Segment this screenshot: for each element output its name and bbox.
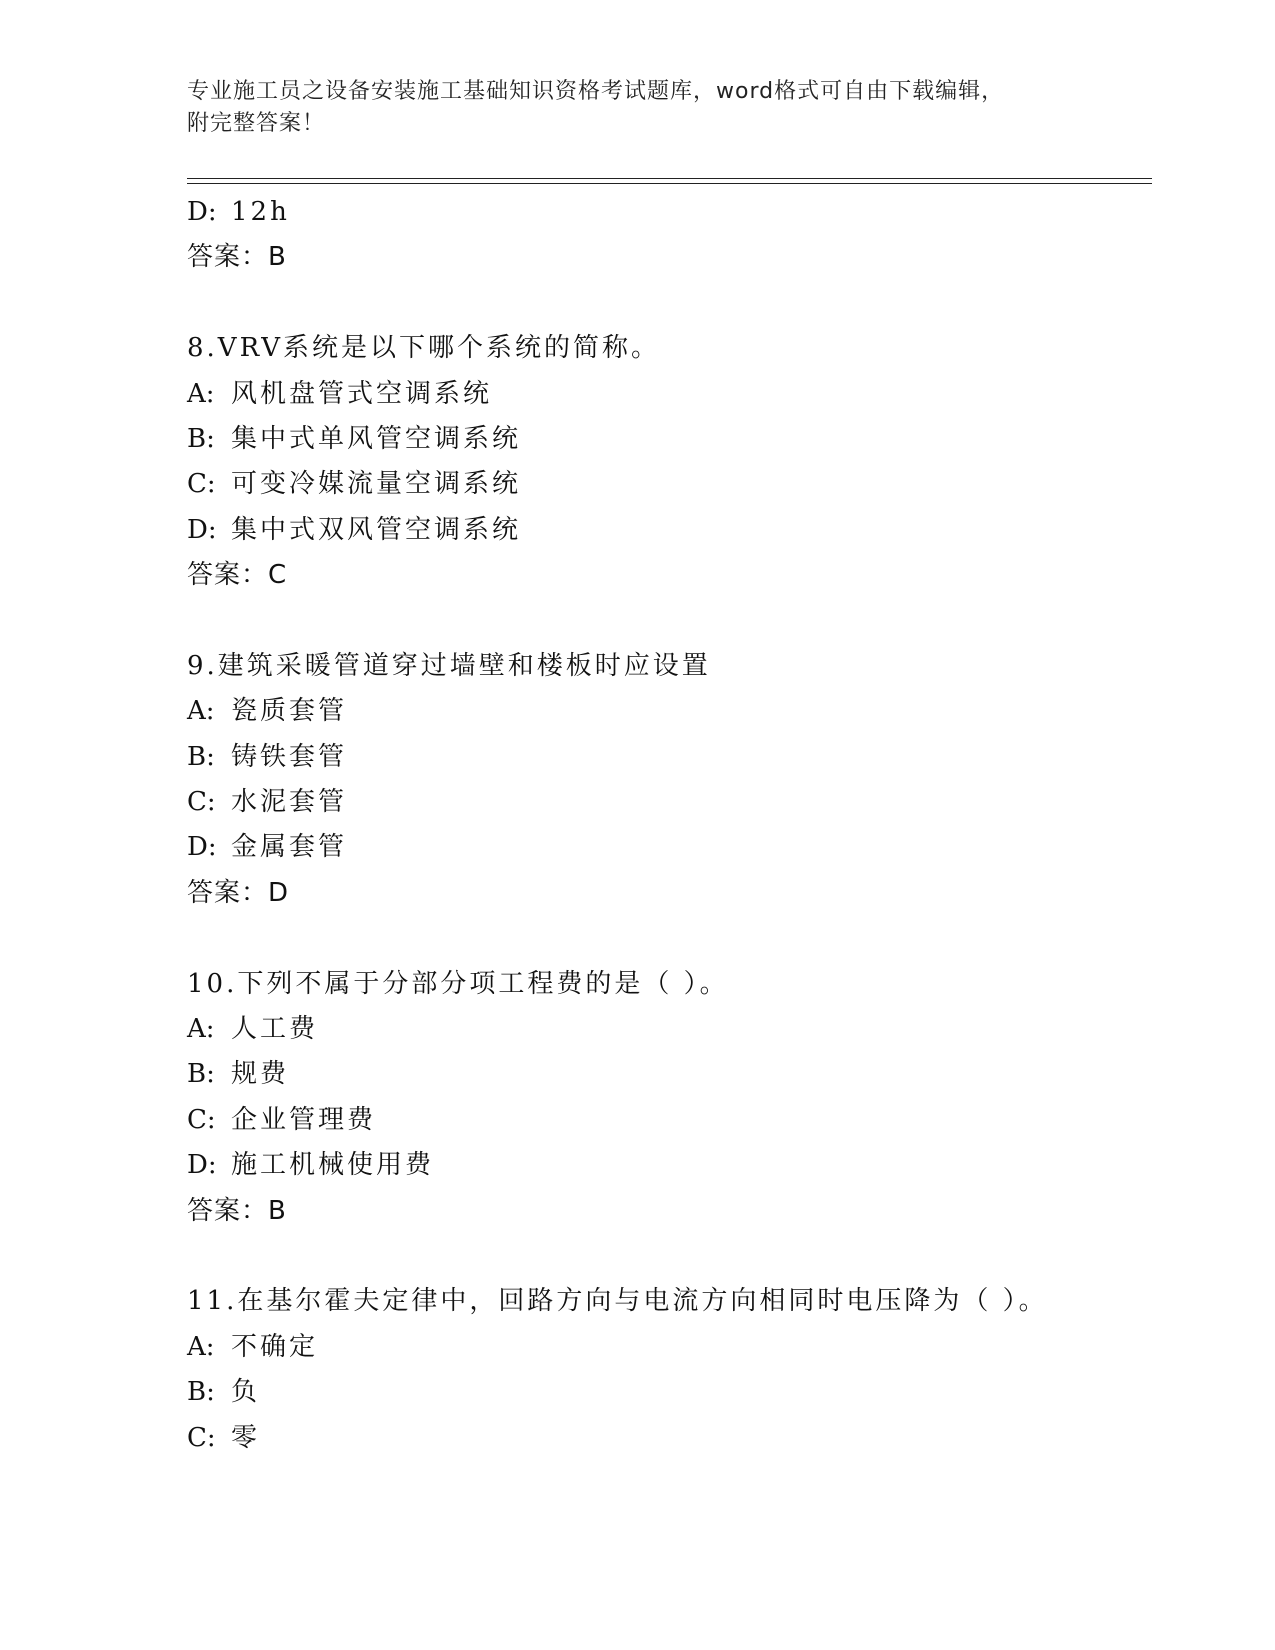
header-line-2: 附完整答案！ xyxy=(187,111,326,136)
question-block-11 xyxy=(187,1279,1152,1461)
option-text: 金属套管 xyxy=(231,832,348,863)
option-label: D: xyxy=(187,197,217,227)
question-block-9 xyxy=(187,644,1152,916)
option-label: D: xyxy=(187,514,217,545)
option-d xyxy=(187,1143,1152,1188)
block-spacer xyxy=(187,281,1152,326)
option-text: 人工费 xyxy=(231,1014,319,1045)
question-text: 9.建筑采暖管道穿过墙壁和楼板时应设置 xyxy=(187,650,711,681)
option-text: 风机盘管式空调系统 xyxy=(231,378,493,409)
answer-line: 答案：B xyxy=(187,242,287,273)
option-label: B: xyxy=(187,741,215,772)
option-a xyxy=(187,1007,1152,1052)
option-b xyxy=(187,417,1152,462)
option-text: 负 xyxy=(231,1377,261,1408)
option-a xyxy=(187,689,1152,734)
block-spacer xyxy=(187,1234,1152,1279)
option-label: C: xyxy=(187,787,216,818)
option-text: 集中式单风管空调系统 xyxy=(231,423,522,454)
option-label: C: xyxy=(187,1104,216,1135)
question-list xyxy=(187,190,1152,1461)
option-label: A: xyxy=(187,696,215,727)
option-text: 12h xyxy=(231,197,290,227)
option-b xyxy=(187,1370,1152,1415)
option-d xyxy=(187,508,1152,553)
option-text: 瓷质套管 xyxy=(231,696,348,727)
option-label: B: xyxy=(187,1377,215,1408)
question-text: 11.在基尔霍夫定律中，回路方向与电流方向相同时电压降为（ ）。 xyxy=(187,1286,1048,1317)
option-b xyxy=(187,1052,1152,1097)
header-divider-top xyxy=(187,178,1152,179)
answer-line: 答案：D xyxy=(187,877,290,908)
question-block-8 xyxy=(187,326,1152,598)
option-d xyxy=(187,825,1152,870)
option-text: 施工机械使用费 xyxy=(231,1150,435,1181)
option-label: C: xyxy=(187,1422,216,1453)
option-c xyxy=(187,1098,1152,1143)
option-label: D: xyxy=(187,832,217,863)
block-spacer xyxy=(187,916,1152,961)
option-label: A: xyxy=(187,378,215,409)
header-line-1: 专业施工员之设备安装施工基础知识资格考试题库，word格式可自由下载编辑， xyxy=(187,79,1005,104)
option-text: 规费 xyxy=(231,1059,290,1090)
option-label: B: xyxy=(187,423,215,454)
option-text: 不确定 xyxy=(231,1331,319,1362)
option-a xyxy=(187,1325,1152,1370)
option-a xyxy=(187,372,1152,417)
option-c xyxy=(187,462,1152,507)
option-label: A: xyxy=(187,1331,215,1362)
answer-line: 答案：B xyxy=(187,1195,287,1226)
option-label: C: xyxy=(187,469,216,500)
option-label: D: xyxy=(187,1150,217,1181)
option-label: A: xyxy=(187,1014,215,1045)
option-text: 企业管理费 xyxy=(231,1104,377,1135)
option-label: B: xyxy=(187,1059,215,1090)
header-divider-bottom xyxy=(187,183,1152,184)
block-spacer xyxy=(187,599,1152,644)
option-text: 零 xyxy=(231,1422,261,1453)
option-text: 集中式双风管空调系统 xyxy=(231,514,522,545)
question-text: 8.VRV系统是以下哪个系统的简称。 xyxy=(187,333,661,364)
option-b xyxy=(187,735,1152,780)
option-c xyxy=(187,1416,1152,1461)
document-header xyxy=(187,76,1067,140)
answer-line: 答案：C xyxy=(187,560,288,591)
option-text: 可变冷媒流量空调系统 xyxy=(231,469,522,500)
option-text: 水泥套管 xyxy=(231,787,348,818)
question-block-10 xyxy=(187,962,1152,1234)
question-block-7 xyxy=(187,190,1152,281)
option-c xyxy=(187,780,1152,825)
option-d xyxy=(187,190,1152,235)
option-text: 铸铁套管 xyxy=(231,741,348,772)
question-text: 10.下列不属于分部分项工程费的是（ ）。 xyxy=(187,968,729,999)
